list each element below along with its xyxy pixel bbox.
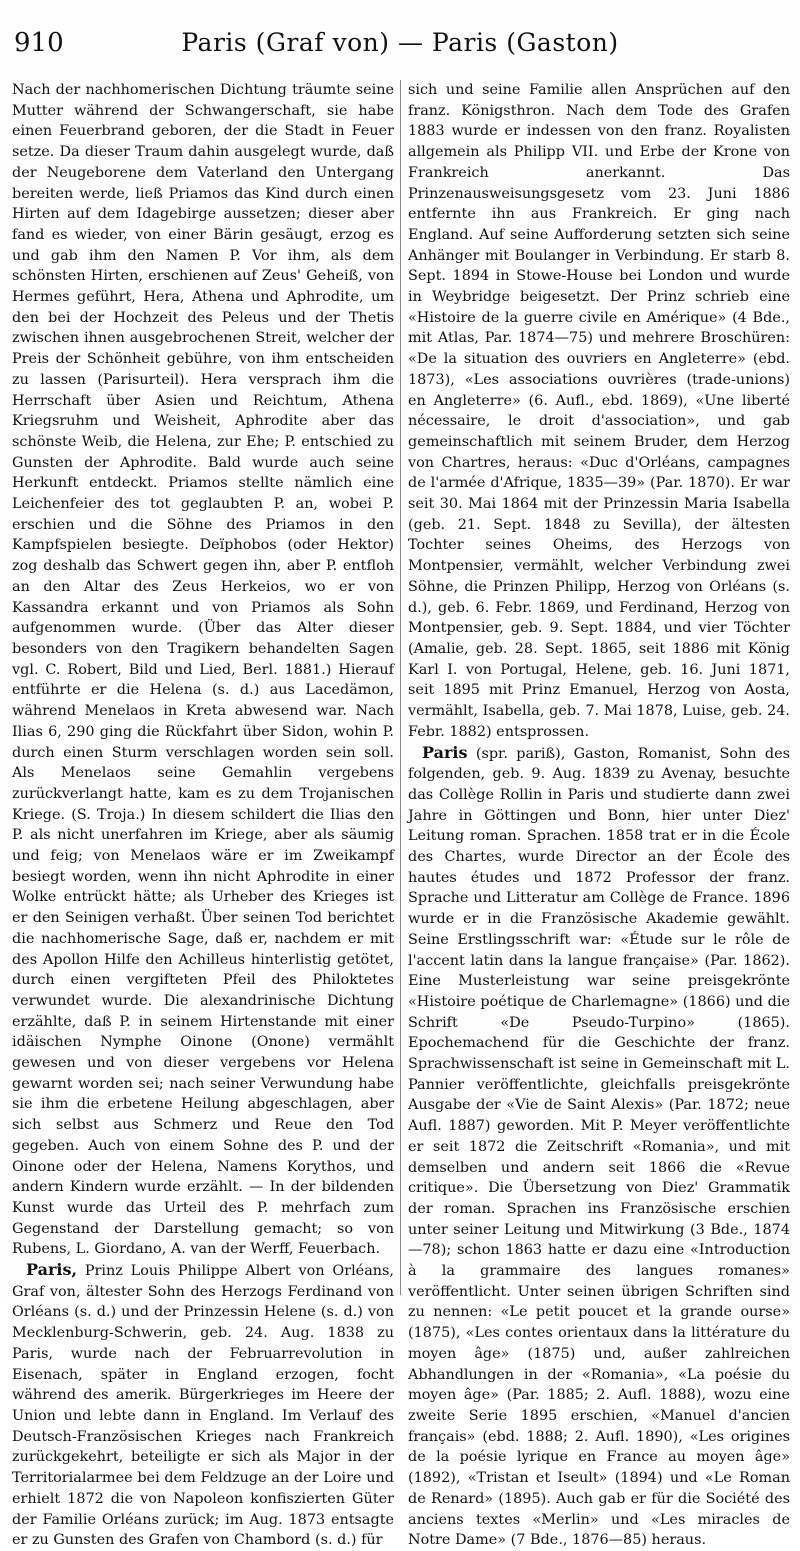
entry-text: (spr. pariß), Gaston, Romanist, Sohn des folgenden, geb. 9. Aug. 1839 zu Avenay, besuchte das Collège Rollin in Paris und studierte dann zwei Jahre in Göttingen und Bonn, hier unter Diez' Leitung roman. Sprachen. 1858 trat er in die École des Chartes, wurde Director an der École des hautes études und 1872 Professor der franz. Sprache und Litteratur am Collège de France. 1896 wurde er in die Französische Akademie gewählt. Seine Erstlingsschrift war: «Étude sur le rôle de l'accent latin dans la langue française» (Par. 1862). Eine Musterleistung war seine preisgekrönte «Histoire poétique de Charlemagne» (1866) und die Schrift «De Pseudo-Turpino» (1865). Epochemachend für die Geschichte der franz. Sprachwissenschaft ist seine in Gemeinschaft mit L. Pannier veröffentlichte, gleichfalls preisgekrönte Ausgabe der «Vie de Saint Alexis» (Par. 1872; neue Aufl. 1887) geworden. Mit P. Meyer veröffentlichte er seit 1872 die Zeitschrift «Romania», und mit demselben und andern seit 1866 die «Revue critique». Die Übersetzung von Diez' Grammatik der roman. Sprachen ins Französische erschien unter seiner Leitung und Mitwirkung (3 Bde., 1874—78); schon 1863 hatte er dazu eine «Introduction à la grammaire des langues romanes» veröffentlicht. Unter seinen übrigen Schriften sind zu nennen: «Le petit poucet et la grande ourse» (1875), «Les contes orientaux dans la littérature du moyen âge» (1875) und, außer zahlreichen Abhandlungen in der «Romania», «La poésie du moyen âge» (Par. 1885; 2. Aufl. 1888), wozu eine zweite Serie 1895 erschien, «Manuel d'ancien français» (ebd. 1888; 2. Aufl. 1890), «Les origines de la poésie lyrique en France au moyen âge» (1892), «Tristan et Iseult» (1894) und «Le Roman de Renard» (1895). Auch gab er für die Société des anciens textes «Merlin» und «Les miracles de Notre Dame» (7 Bde., 1876—85) heraus. (408, 745, 790, 1549)
paragraph-graf-continued: sich und seine Familie allen Ansprüchen auf den franz. Königsthron. Nach dem Tode des Grafen 1883 wurde er indessen von den franz. Royalisten allgemein als Philipp VII. und Erbe der Krone von Frankreich anerkannt. Das Prinzenausweisungsgesetz vom 23. Juni 1886 entfernte ihn aus Frankreich. Er ging nach England. Auf seine Aufforderung setzten sich seine Anhänger mit Boulanger in Verbindung. Er starb 8. Sept. 1894 in Stowe-House bei London und wurde in Weybridge beigesetzt. Der Prinz schrieb eine «Histoire de la guerre civile en Amérique» (4 Bde., mit Atlas, Par. 1874—75) und mehrere Broschüren: «De la situation des ouvriers en Angleterre» (ebd. 1873), «Les associations ouvrières (trade-unions) en Angleterre» (6. Aufl., ebd. 1869), «Une liberté nécessaire, le droit d'association», und gab gemeinschaftlich mit seinem Bruder, dem Herzog von Chartres, heraus: «Duc d'Orléans, campagnes de l'armée d'Afrique, 1835—39» (Par. 1870). Er war seit 30. Mai 1864 mit der Prinzessin Maria Isabella (geb. 21. Sept. 1848 zu Sevilla), der ältesten Tochter seines Oheims, des Herzogs von Montpensier, vermählt, welcher Verbindung zwei Söhne, die Prinzen Philipp, Herzog von Orléans (s. d.), geb. 6. Febr. 1869, und Ferdinand, Herzog von Montpensier, geb. 9. Sept. 1884, und vier Töchter (Amalie, geb. 28. Sept. 1865, seit 1886 mit König Karl I. von Portugal, Helene, geb. 16. Juni 1871, seit 1895 mit Prinz Emanuel, Herzog von Aosta, vermählt, Isabella, geb. 7. Mai 1878, Luise, geb. 24. Febr. 1882) entsprossen. (408, 82, 790, 740)
running-title: Paris (Graf von) — Paris (Gaston) (181, 28, 619, 57)
entry-lemma: Paris (422, 742, 468, 762)
entry-paris-graf (12, 1260, 394, 1551)
column-divider (400, 80, 401, 1295)
entry-text: Prinz Louis Philippe Albert von Orléans, Graf von, ältester Sohn des Herzogs Ferdinand von Orléans (s. d.) und der Prinzessin Helene (s. d.) von Mecklenburg-Schwerin, geb. 24. Aug. 1838 zu Paris, wurde nach der Februarrevolution in Eisenach, später in England erzogen, focht während des amerik. Bürgerkrieges im Heere der Union und lebte dann in England. Im Verlauf des Deutsch-Französischen Krieges nach Frankreich zurückgekehrt, beteiligte er sich als Major in der Territorialarmee bei dem Feldzuge an der Loire und erhielt 1872 die von Napoleon konfiszierten Güter der Familie Orléans zurück; im Aug. 1873 entsagte er zu Gunsten des Grafen von Chambord (s. d.) für (12, 1263, 394, 1549)
page-number: 910 (14, 28, 64, 58)
entry-lemma: Paris, (26, 1260, 78, 1280)
right-column (408, 80, 790, 1549)
left-column (12, 80, 394, 1549)
text-columns (12, 80, 792, 1549)
entry-paris-gaston (408, 743, 790, 1551)
paragraph-paris-myth: Nach der nachhomerischen Dichtung träumte seine Mutter während der Schwangerschaft, sie habe einen Feuerbrand geboren, der die Stadt in Feuer setze. Da dieser Traum dahin ausgelegt wurde, daß der Neugeborene dem Vaterland den Untergang bereiten werde, ließ Priamos das Kind durch einen Hirten auf dem Idagebirge aussetzen; dieser aber fand es wieder, von einer Bärin gesäugt, erzog es und gab ihm den Namen P. Vor ihm, als dem schönsten Hirten, erschienen auf Zeus' Geheiß, von Hermes geführt, Hera, Athena und Aphrodite, um den bei der Hochzeit des Peleus und der Thetis zwischen ihnen ausgebrochenen Streit, welcher der Preis der Schönheit gebühre, von ihm entscheiden zu lassen (Parisurteil). Hera versprach ihm die Herrschaft über Asien und Reichtum, Athena Kriegsruhm und Weisheit, Aphrodite aber das schönste Weib, die Helena, zur Ehe; P. entschied zu Gunsten der Aphrodite. Bald wurde auch seine Herkunft entdeckt. Priamos stellte nämlich eine Leichenfeier des tot geglaubten P. an, wobei P. erschien und die Söhne des Priamos in den Kampfspielen besiegte. Deïphobos (oder Hektor) zog deshalb das Schwert gegen ihn, aber P. entfloh an den Altar des Zeus Herkeios, wo er von Kassandra erkannt und von Priamos als Sohn aufgenommen wurde. (Über das Alter dieser besonders von den Tragikern behandelten Sagen vgl. C. Robert, Bild und Lied, Berl. 1881.) Hierauf entführte er die Helena (s. d.) aus Lacedämon, während Menelaos in Kreta abwesend war. Nach Ilias 6, 290 ging die Rückfahrt über Sidon, wohin P. durch einen Sturm verschlagen worden sein soll. Als Menelaos seine Gemahlin vergebens zurückverlangt hatte, kam es zu dem Trojanischen Kriege. (S. Troja.) In diesem schildert die Ilias den P. als nicht unerfahren im Kriege, aber als säumig und feig; von Menelaos wäre er im Zweikampf besiegt worden, wenn ihn nicht Aphrodite in einer Wolke entrückt hätte; als Urheber des Krieges ist er den Seinigen verhaßt. Über seinen Tod berichtet die nachhomerische Sage, daß er, nachdem er mit des Apollon Hilfe den Achilleus hinterlistig getötet, durch einen vergifteten Pfeil des Philoktetes verwundet wurde. Die alexandrinische Dichtung erzählte, daß P. in seinem Hirtenstande mit einer idäischen Nymphe Oinone (Onone) vermählt gewesen und von dieser vergebens vor Helena gewarnt worden sei; nach seiner Verwundung habe sie ihm die erbetene Heilung abgeschlagen, aber sich selbst aus Schmerz und Reue den Tod gegeben. Auch von einem Sohne des P. und der Oinone oder der Helena, Namens Korythos, und andern Kindern wurde erzählt. — In der bildenden Kunst wurde das Urteil des P. mehrfach zum Gegenstand der Darstellung gemacht; so von Rubens, L. Giordano, A. van der Werff, Feuerbach. (12, 82, 394, 1258)
page-header (14, 24, 786, 66)
